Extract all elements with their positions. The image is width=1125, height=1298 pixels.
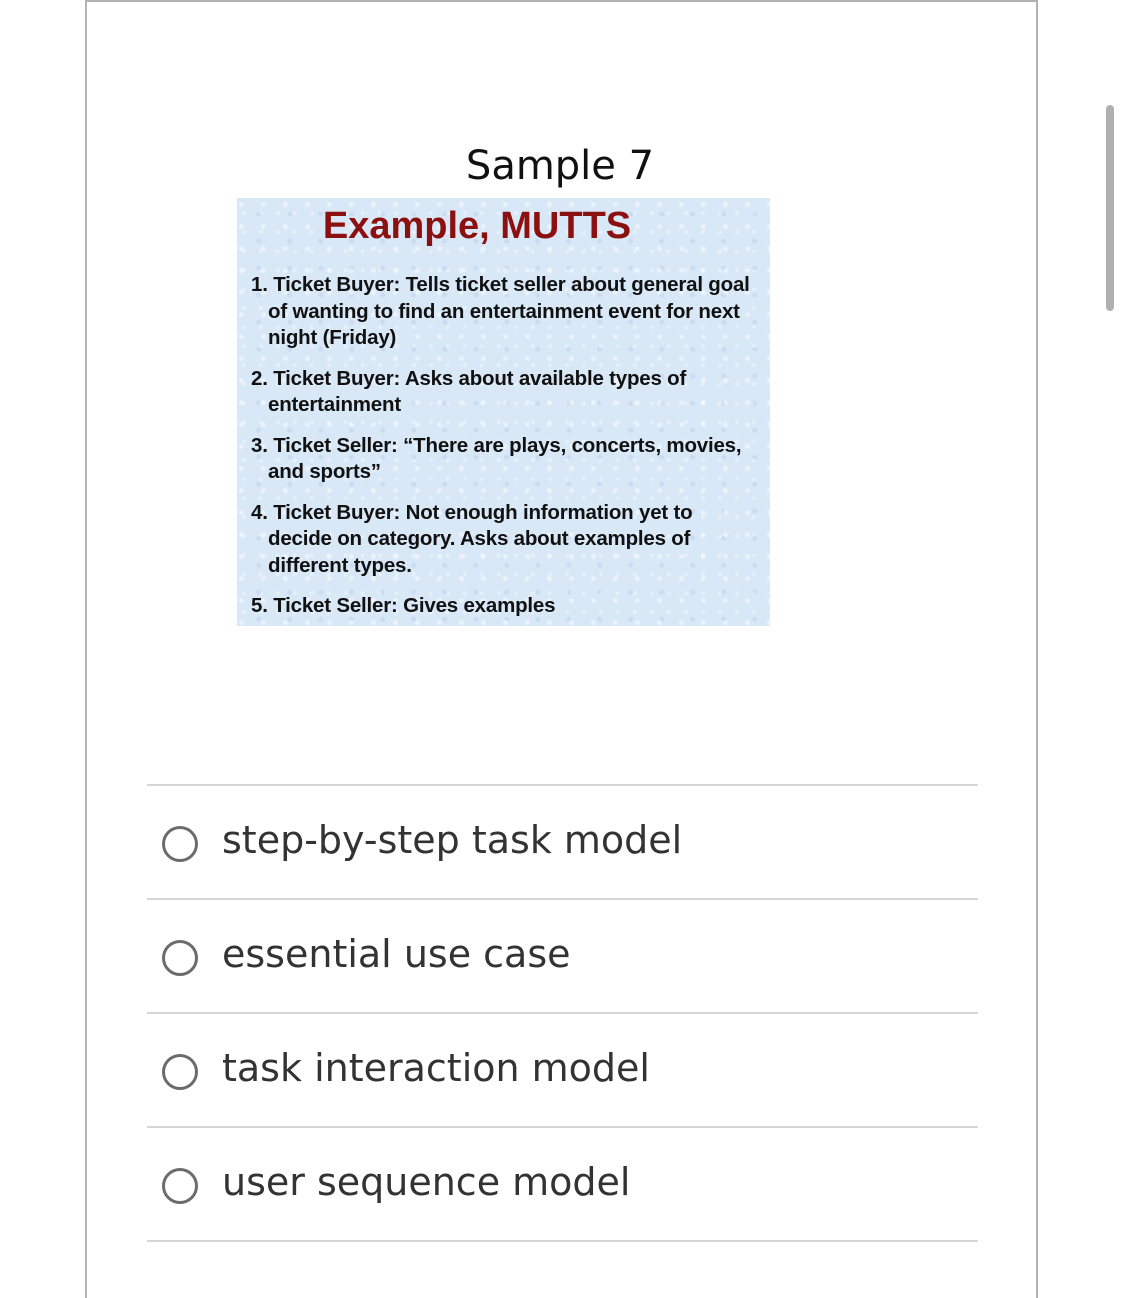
scrollbar-thumb[interactable] <box>1106 105 1114 311</box>
answer-option-label: essential use case <box>222 932 571 976</box>
slide-list <box>251 272 761 634</box>
answer-option-label: user sequence model <box>222 1160 631 1204</box>
slide-item: 3. Ticket Seller: “There are plays, concerts, movies, and sports” <box>251 433 742 483</box>
answer-option[interactable] <box>147 1012 978 1126</box>
slide-item: 4. Ticket Buyer: Not enough information yet to decide on category. Asks about examples of different types. <box>251 500 693 577</box>
slide-title: Example, MUTTS <box>322 205 632 247</box>
radio-unchecked-icon[interactable] <box>162 1168 198 1204</box>
answer-option[interactable] <box>147 898 978 1012</box>
answer-option-label: task interaction model <box>222 1046 650 1090</box>
slide-item: 2. Ticket Buyer: Asks about available types of entertainment <box>251 366 687 416</box>
answer-option[interactable] <box>147 784 978 898</box>
slide-item: 5. Ticket Seller: Gives examples <box>251 594 556 617</box>
radio-unchecked-icon[interactable] <box>162 940 198 976</box>
answer-options <box>147 784 978 1242</box>
radio-unchecked-icon[interactable] <box>162 826 198 862</box>
sample-title: Sample 7 <box>465 143 655 189</box>
radio-unchecked-icon[interactable] <box>162 1054 198 1090</box>
answer-option-label: step-by-step task model <box>222 818 683 862</box>
slide-item: 1. Ticket Buyer: Tells ticket seller about general goal of wanting to find an entertainment event for next night (Friday) <box>251 273 750 349</box>
answer-option[interactable] <box>147 1126 978 1242</box>
question-image <box>237 198 770 626</box>
